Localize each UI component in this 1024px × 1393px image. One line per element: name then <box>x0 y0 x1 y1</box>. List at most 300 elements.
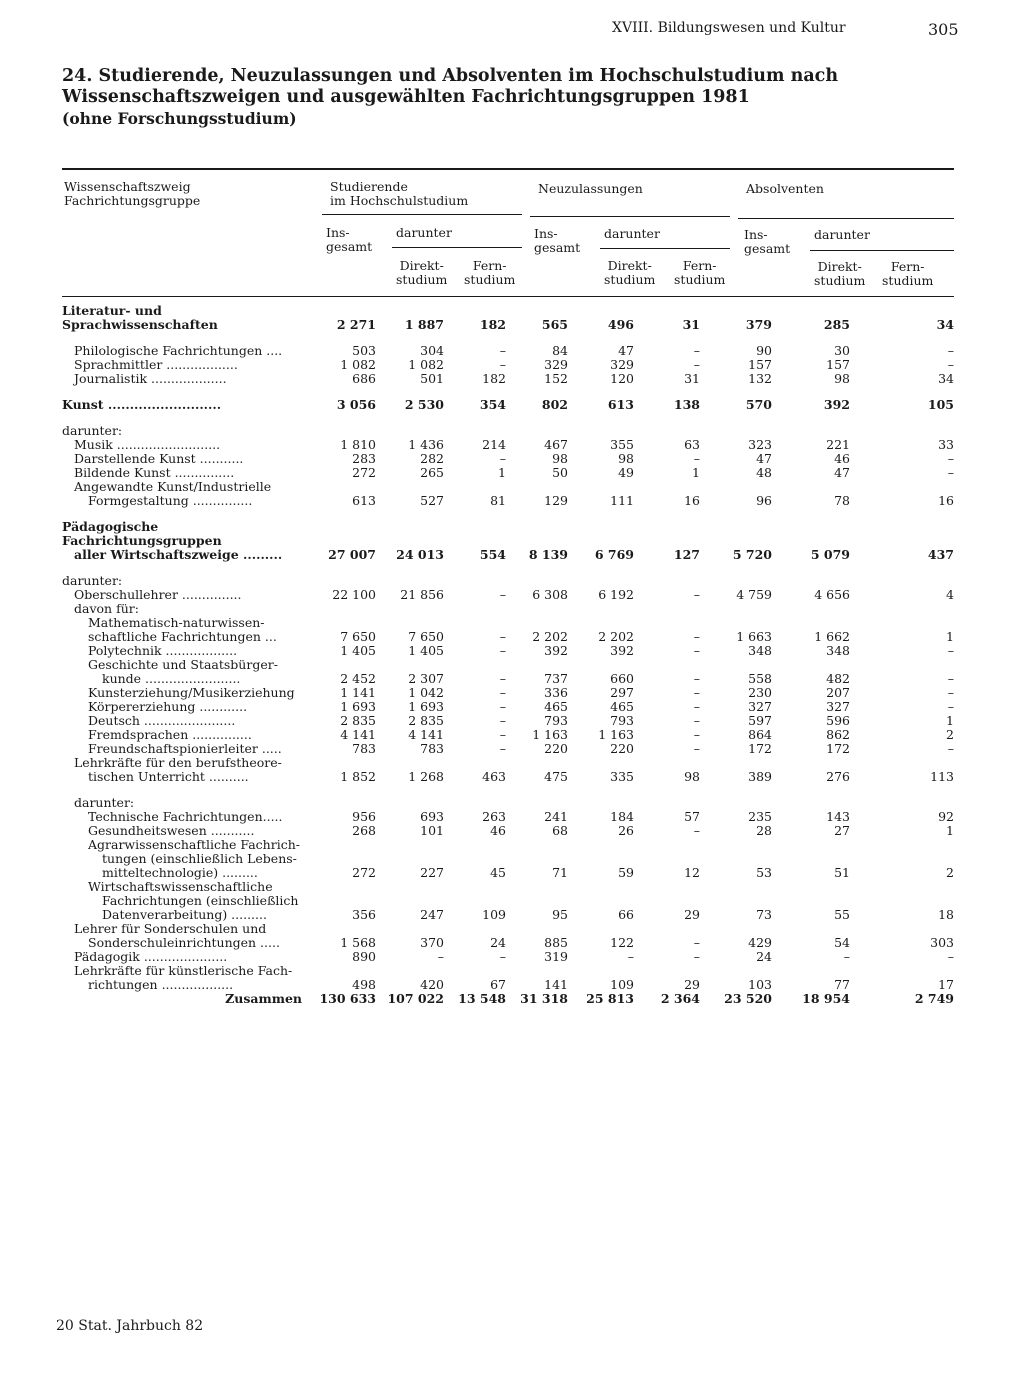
cell-neu-insgesamt: 31 318 <box>520 991 568 1006</box>
cell-abs-fern: – <box>947 699 954 714</box>
table-row <box>62 658 954 672</box>
cell-stud-insgesamt: 956 <box>352 809 376 824</box>
cell-abs-fern <box>850 838 954 852</box>
cell-neu-insgesamt <box>506 658 568 672</box>
cell-stud-fern <box>444 894 506 908</box>
cell-stud-direkt <box>376 658 444 672</box>
group1-underline <box>322 214 522 215</box>
cell-abs-insgesamt <box>700 574 772 588</box>
table-row <box>62 950 954 964</box>
cell-stud-insgesamt <box>308 756 376 770</box>
cell-neu-direkt <box>568 964 634 978</box>
group1-direkt-header: Direkt- studium <box>396 258 448 287</box>
cell-stud-insgesamt: 686 <box>352 371 376 386</box>
table-row <box>62 852 954 866</box>
cell-stud-direkt: 304 <box>420 343 444 358</box>
cell-abs-direkt: 348 <box>826 643 850 658</box>
table-row <box>62 494 954 508</box>
cell-neu-insgesamt <box>506 480 568 494</box>
cell-neu-direkt: 496 <box>607 317 634 332</box>
cell-abs-direkt: 392 <box>823 397 850 412</box>
cell-abs-insgesamt <box>700 964 772 978</box>
table-row <box>62 838 954 852</box>
cell-stud-fern <box>444 480 506 494</box>
cell-neu-fern: – <box>693 685 700 700</box>
cell-stud-fern <box>444 574 506 588</box>
cell-abs-direkt: 482 <box>826 671 850 686</box>
cell-abs-fern: 105 <box>927 397 954 412</box>
cell-neu-direkt: 184 <box>610 809 634 824</box>
row-label: aller Wirtschaftszweige ......... <box>74 547 283 562</box>
table-row <box>62 358 954 372</box>
cell-neu-insgesamt: 129 <box>544 493 568 508</box>
row-label: Oberschullehrer ............... <box>74 587 242 602</box>
cell-neu-direkt: 6 192 <box>598 587 634 602</box>
cell-neu-direkt: 111 <box>610 493 634 508</box>
cell-abs-direkt: 27 <box>834 823 850 838</box>
cell-abs-insgesamt: 570 <box>745 397 772 412</box>
table-row <box>62 574 954 588</box>
cell-neu-direkt: 220 <box>610 741 634 756</box>
cell-neu-fern: 1 <box>692 465 700 480</box>
cell-abs-fern: – <box>947 343 954 358</box>
cell-abs-fern: 4 <box>946 587 954 602</box>
table-row <box>62 672 954 686</box>
cell-stud-insgesamt: 1 141 <box>340 685 376 700</box>
cell-stud-direkt: 21 856 <box>400 587 444 602</box>
cell-abs-direkt: 172 <box>826 741 850 756</box>
cell-stud-fern <box>444 922 506 936</box>
cell-abs-direkt: – <box>843 949 850 964</box>
row-label: Angewandte Kunst/Industrielle <box>74 479 272 494</box>
row-label: Polytechnik .................. <box>88 643 238 658</box>
cell-stud-insgesamt: 1 693 <box>340 699 376 714</box>
cell-abs-fern: – <box>947 451 954 466</box>
cell-stud-insgesamt: 1 082 <box>340 357 376 372</box>
cell-neu-direkt <box>568 658 634 672</box>
cell-abs-direkt: 30 <box>834 343 850 358</box>
cell-abs-direkt: 47 <box>834 465 850 480</box>
cell-neu-fern: – <box>693 343 700 358</box>
cell-abs-insgesamt: 47 <box>756 451 772 466</box>
row-label: Formgestaltung ............... <box>88 493 253 508</box>
cell-abs-direkt <box>772 796 850 810</box>
cell-stud-direkt: 1 042 <box>408 685 444 700</box>
group2-fern-header: Fern- studium <box>674 258 726 287</box>
cell-neu-fern: – <box>693 451 700 466</box>
row-label: Fachrichtungen (einschließlich <box>102 893 299 908</box>
cell-stud-insgesamt: 268 <box>352 823 376 838</box>
cell-abs-direkt: 55 <box>834 907 850 922</box>
group3-fern-header: Fern- studium <box>882 259 934 288</box>
table-row <box>62 644 954 658</box>
cell-neu-direkt: 613 <box>607 397 634 412</box>
group3-darunter-header: darunter <box>814 227 870 242</box>
cell-stud-direkt <box>376 574 444 588</box>
cell-neu-direkt: 660 <box>610 671 634 686</box>
cell-neu-fern: 63 <box>684 437 700 452</box>
group1-darunter-header: darunter <box>396 225 452 240</box>
cell-neu-direkt <box>568 756 634 770</box>
cell-neu-insgesamt: 802 <box>541 397 568 412</box>
cell-abs-insgesamt: 90 <box>756 343 772 358</box>
cell-neu-insgesamt: 95 <box>552 907 568 922</box>
header-bottom-rule <box>62 296 954 297</box>
cell-abs-insgesamt: 53 <box>756 865 772 880</box>
cell-neu-direkt <box>568 574 634 588</box>
cell-stud-direkt: 24 013 <box>396 547 444 562</box>
cell-abs-fern: – <box>947 465 954 480</box>
cell-abs-fern: 2 <box>946 727 954 742</box>
cell-neu-direkt: 793 <box>610 713 634 728</box>
cell-stud-fern: – <box>499 643 506 658</box>
spacer-row <box>62 508 954 520</box>
cell-abs-fern: – <box>947 949 954 964</box>
cell-abs-insgesamt: 230 <box>748 685 772 700</box>
cell-abs-direkt: 1 662 <box>814 629 850 644</box>
cell-stud-fern: 81 <box>490 493 506 508</box>
table-row <box>62 714 954 728</box>
cell-stud-fern: 45 <box>490 865 506 880</box>
cell-neu-fern: – <box>693 357 700 372</box>
cell-stud-insgesamt: 1 405 <box>340 643 376 658</box>
cell-abs-direkt: 143 <box>826 809 850 824</box>
row-label: Mathematisch-naturwissen- <box>88 615 265 630</box>
cell-stud-direkt: 2 530 <box>404 397 444 412</box>
cell-neu-insgesamt: 465 <box>544 699 568 714</box>
cell-abs-direkt: 276 <box>826 769 850 784</box>
cell-neu-insgesamt: 50 <box>552 465 568 480</box>
cell-stud-direkt <box>376 796 444 810</box>
group1-header: Studierende im Hochschulstudium <box>330 179 469 208</box>
cell-stud-insgesamt <box>308 964 376 978</box>
table-row <box>62 922 954 936</box>
cell-neu-direkt: 49 <box>618 465 634 480</box>
page-number: 305 <box>928 20 959 39</box>
cell-stud-fern: 46 <box>490 823 506 838</box>
cell-stud-fern <box>444 756 506 770</box>
row-label: Philologische Fachrichtungen .... <box>74 343 283 358</box>
cell-abs-insgesamt: 5 720 <box>732 547 772 562</box>
cell-abs-direkt <box>772 616 850 630</box>
cell-abs-fern: 437 <box>927 547 954 562</box>
cell-neu-direkt <box>568 480 634 494</box>
cell-abs-fern <box>850 480 954 494</box>
cell-stud-insgesamt <box>308 894 376 908</box>
cell-abs-direkt: 327 <box>826 699 850 714</box>
cell-neu-insgesamt: 467 <box>544 437 568 452</box>
cell-stud-direkt: 527 <box>420 493 444 508</box>
cell-abs-direkt <box>772 658 850 672</box>
cell-abs-insgesamt: 558 <box>748 671 772 686</box>
cell-neu-insgesamt: 84 <box>552 343 568 358</box>
cell-neu-fern <box>634 574 700 588</box>
table-row <box>62 880 954 894</box>
cell-stud-fern: – <box>499 713 506 728</box>
cell-neu-insgesamt: 71 <box>552 865 568 880</box>
total-row <box>62 992 954 1006</box>
cell-neu-direkt: 25 813 <box>586 991 634 1006</box>
cell-abs-insgesamt <box>700 838 772 852</box>
cell-neu-fern: – <box>693 699 700 714</box>
cell-neu-fern <box>634 616 700 630</box>
table-row <box>62 686 954 700</box>
cell-abs-direkt: 862 <box>826 727 850 742</box>
cell-neu-insgesamt <box>506 756 568 770</box>
cell-neu-direkt: 392 <box>610 643 634 658</box>
cell-stud-insgesamt: 1 810 <box>340 437 376 452</box>
cell-abs-fern <box>850 520 954 548</box>
cell-stud-insgesamt <box>308 480 376 494</box>
cell-abs-insgesamt <box>700 520 772 548</box>
cell-abs-insgesamt <box>700 480 772 494</box>
table-row <box>62 520 954 548</box>
table-row <box>62 908 954 922</box>
cell-abs-direkt: 596 <box>826 713 850 728</box>
cell-stud-direkt: 2 307 <box>408 671 444 686</box>
cell-neu-insgesamt: 2 202 <box>532 629 568 644</box>
cell-abs-fern <box>850 894 954 908</box>
cell-neu-direkt <box>568 880 634 894</box>
group3-underline <box>738 218 954 219</box>
cell-abs-direkt: 285 <box>823 317 850 332</box>
cell-abs-insgesamt: 28 <box>756 823 772 838</box>
cell-abs-insgesamt: 864 <box>748 727 772 742</box>
cell-stud-direkt <box>376 852 444 866</box>
table-row <box>62 770 954 784</box>
row-label: richtungen .................. <box>88 977 234 992</box>
cell-stud-fern: 354 <box>479 397 506 412</box>
cell-neu-direkt: 1 163 <box>598 727 634 742</box>
cell-abs-insgesamt <box>700 602 772 616</box>
row-label: Pädagogische Fachrichtungsgruppen <box>62 519 222 548</box>
cell-neu-insgesamt <box>506 424 568 438</box>
cell-stud-insgesamt: 7 650 <box>340 629 376 644</box>
cell-stud-fern: 24 <box>490 935 506 950</box>
cell-abs-fern: – <box>947 671 954 686</box>
row-label: Datenverarbeitung) ......... <box>102 907 267 922</box>
cell-neu-fern: 12 <box>684 865 700 880</box>
cell-stud-insgesamt: 1 568 <box>340 935 376 950</box>
cell-neu-direkt <box>568 852 634 866</box>
cell-stud-direkt: 693 <box>420 809 444 824</box>
cell-neu-insgesamt <box>506 520 568 548</box>
cell-neu-insgesamt: 793 <box>544 713 568 728</box>
cell-neu-fern <box>634 964 700 978</box>
cell-stud-insgesamt: 498 <box>352 977 376 992</box>
cell-abs-insgesamt <box>700 424 772 438</box>
cell-neu-fern: – <box>693 671 700 686</box>
cell-abs-fern: 34 <box>938 371 954 386</box>
cell-stud-direkt: 227 <box>420 865 444 880</box>
cell-abs-fern: – <box>947 741 954 756</box>
cell-neu-insgesamt: 475 <box>544 769 568 784</box>
cell-neu-insgesamt: 737 <box>544 671 568 686</box>
group2-header: Neuzulassungen <box>538 181 643 196</box>
cell-abs-insgesamt <box>700 922 772 936</box>
cell-stud-insgesamt: 613 <box>352 493 376 508</box>
cell-neu-fern: 31 <box>684 371 700 386</box>
cell-neu-insgesamt <box>506 964 568 978</box>
cell-stud-insgesamt <box>308 922 376 936</box>
cell-neu-direkt <box>568 616 634 630</box>
cell-neu-insgesamt: 141 <box>544 977 568 992</box>
cell-neu-fern <box>634 424 700 438</box>
cell-abs-fern: 1 <box>946 823 954 838</box>
cell-stud-fern: – <box>499 357 506 372</box>
cell-abs-direkt: 98 <box>834 371 850 386</box>
cell-abs-fern <box>850 616 954 630</box>
table-row <box>62 616 954 630</box>
cell-abs-insgesamt <box>700 756 772 770</box>
cell-neu-insgesamt: 885 <box>544 935 568 950</box>
cell-abs-insgesamt: 429 <box>748 935 772 950</box>
cell-neu-insgesamt: 152 <box>544 371 568 386</box>
cell-neu-insgesamt: 98 <box>552 451 568 466</box>
table-row <box>62 588 954 602</box>
table-row <box>62 466 954 480</box>
spacer-row <box>62 412 954 424</box>
cell-stud-insgesamt <box>308 880 376 894</box>
cell-abs-direkt: 46 <box>834 451 850 466</box>
row-label: Agrarwissenschaftliche Fachrich- <box>88 837 300 852</box>
cell-stud-fern <box>444 880 506 894</box>
cell-abs-direkt <box>772 922 850 936</box>
cell-stud-insgesamt: 356 <box>352 907 376 922</box>
group1-insgesamt-header: Ins- gesamt <box>326 225 373 254</box>
cell-stud-direkt: 1 436 <box>408 437 444 452</box>
cell-abs-insgesamt: 96 <box>756 493 772 508</box>
cell-neu-insgesamt: 220 <box>544 741 568 756</box>
cell-stud-direkt: 1 082 <box>408 357 444 372</box>
row-label: Lehrer für Sonderschulen und <box>74 921 267 936</box>
cell-stud-direkt: 1 405 <box>408 643 444 658</box>
cell-neu-direkt: 122 <box>610 935 634 950</box>
cell-stud-insgesamt: 4 141 <box>340 727 376 742</box>
cell-abs-insgesamt: 597 <box>748 713 772 728</box>
row-label: Deutsch ....................... <box>88 713 236 728</box>
cell-neu-fern: – <box>693 823 700 838</box>
cell-neu-insgesamt <box>506 852 568 866</box>
cell-neu-fern <box>634 894 700 908</box>
cell-neu-direkt: 59 <box>618 865 634 880</box>
row-label: Literatur- und Sprachwissenschaften <box>62 303 218 332</box>
table-row <box>62 372 954 386</box>
row-label: Pädagogik ..................... <box>74 949 228 964</box>
cell-neu-insgesamt: 1 163 <box>532 727 568 742</box>
cell-stud-direkt: 282 <box>420 451 444 466</box>
cell-neu-insgesamt <box>506 894 568 908</box>
cell-stud-direkt <box>376 480 444 494</box>
cell-abs-fern <box>850 796 954 810</box>
cell-abs-insgesamt: 379 <box>745 317 772 332</box>
table-row <box>62 630 954 644</box>
cell-abs-fern: – <box>947 643 954 658</box>
row-label: Musik .......................... <box>74 437 221 452</box>
cell-neu-insgesamt: 336 <box>544 685 568 700</box>
cell-neu-direkt <box>568 838 634 852</box>
table-row <box>62 742 954 756</box>
table-row <box>62 824 954 838</box>
cell-neu-insgesamt: 319 <box>544 949 568 964</box>
cell-stud-fern: – <box>499 587 506 602</box>
cell-abs-insgesamt: 103 <box>748 977 772 992</box>
row-label: davon für: <box>74 601 139 616</box>
cell-stud-fern: – <box>499 451 506 466</box>
cell-abs-fern <box>850 574 954 588</box>
cell-stud-insgesamt <box>308 796 376 810</box>
cell-neu-direkt: 109 <box>610 977 634 992</box>
cell-stud-fern: 1 <box>498 465 506 480</box>
cell-neu-fern: 29 <box>684 907 700 922</box>
cell-neu-direkt: 98 <box>618 451 634 466</box>
cell-abs-fern: – <box>947 685 954 700</box>
page-footer: 20 Stat. Jahrbuch 82 <box>56 1318 204 1334</box>
cell-abs-direkt: 5 079 <box>810 547 850 562</box>
cell-stud-direkt: 501 <box>420 371 444 386</box>
cell-stud-fern: 109 <box>482 907 506 922</box>
cell-stud-direkt: 420 <box>420 977 444 992</box>
cell-abs-direkt: 51 <box>834 865 850 880</box>
row-label: Bildende Kunst ............... <box>74 465 235 480</box>
cell-neu-insgesamt: 329 <box>544 357 568 372</box>
cell-abs-direkt <box>772 574 850 588</box>
cell-stud-direkt: 1 268 <box>408 769 444 784</box>
cell-abs-insgesamt <box>700 796 772 810</box>
group3-header: Absolventen <box>746 181 824 196</box>
cell-neu-insgesamt <box>506 602 568 616</box>
cell-abs-insgesamt: 323 <box>748 437 772 452</box>
cell-neu-direkt: 66 <box>618 907 634 922</box>
cell-stud-direkt: – <box>437 949 444 964</box>
table-row <box>62 796 954 810</box>
cell-abs-direkt <box>772 480 850 494</box>
cell-stud-insgesamt: 2 835 <box>340 713 376 728</box>
row-label: Lehrkräfte für den berufstheore- <box>74 755 282 770</box>
table-row <box>62 936 954 950</box>
cell-stud-fern: 182 <box>482 371 506 386</box>
cell-neu-direkt: 47 <box>618 343 634 358</box>
cell-stud-direkt: 107 022 <box>387 991 444 1006</box>
cell-neu-fern: 138 <box>673 397 700 412</box>
cell-stud-fern <box>444 658 506 672</box>
cell-stud-insgesamt: 22 100 <box>332 587 376 602</box>
cell-neu-insgesamt <box>506 922 568 936</box>
cell-neu-fern <box>634 838 700 852</box>
row-label: mitteltechnologie) ......... <box>102 865 258 880</box>
table-row <box>62 438 954 452</box>
cell-abs-insgesamt: 4 759 <box>736 587 772 602</box>
spacer-row <box>62 784 954 796</box>
cell-stud-direkt: 1 887 <box>404 317 444 332</box>
row-label: Lehrkräfte für künstlerische Fach- <box>74 963 293 978</box>
cell-stud-insgesamt: 503 <box>352 343 376 358</box>
group3-direkt-header: Direkt- studium <box>814 259 866 288</box>
cell-neu-insgesamt: 6 308 <box>532 587 568 602</box>
table-row <box>62 810 954 824</box>
cell-stud-insgesamt <box>308 852 376 866</box>
cell-abs-insgesamt: 1 663 <box>736 629 772 644</box>
cell-abs-direkt: 78 <box>834 493 850 508</box>
group3-insgesamt-header: Ins- gesamt <box>744 227 791 256</box>
row-label: tungen (einschließlich Lebens- <box>102 851 297 866</box>
row-label: darunter: <box>62 573 123 588</box>
cell-abs-insgesamt <box>700 852 772 866</box>
cell-stud-fern: – <box>499 629 506 644</box>
cell-stud-fern: – <box>499 699 506 714</box>
cell-abs-direkt: 77 <box>834 977 850 992</box>
cell-abs-direkt <box>772 852 850 866</box>
